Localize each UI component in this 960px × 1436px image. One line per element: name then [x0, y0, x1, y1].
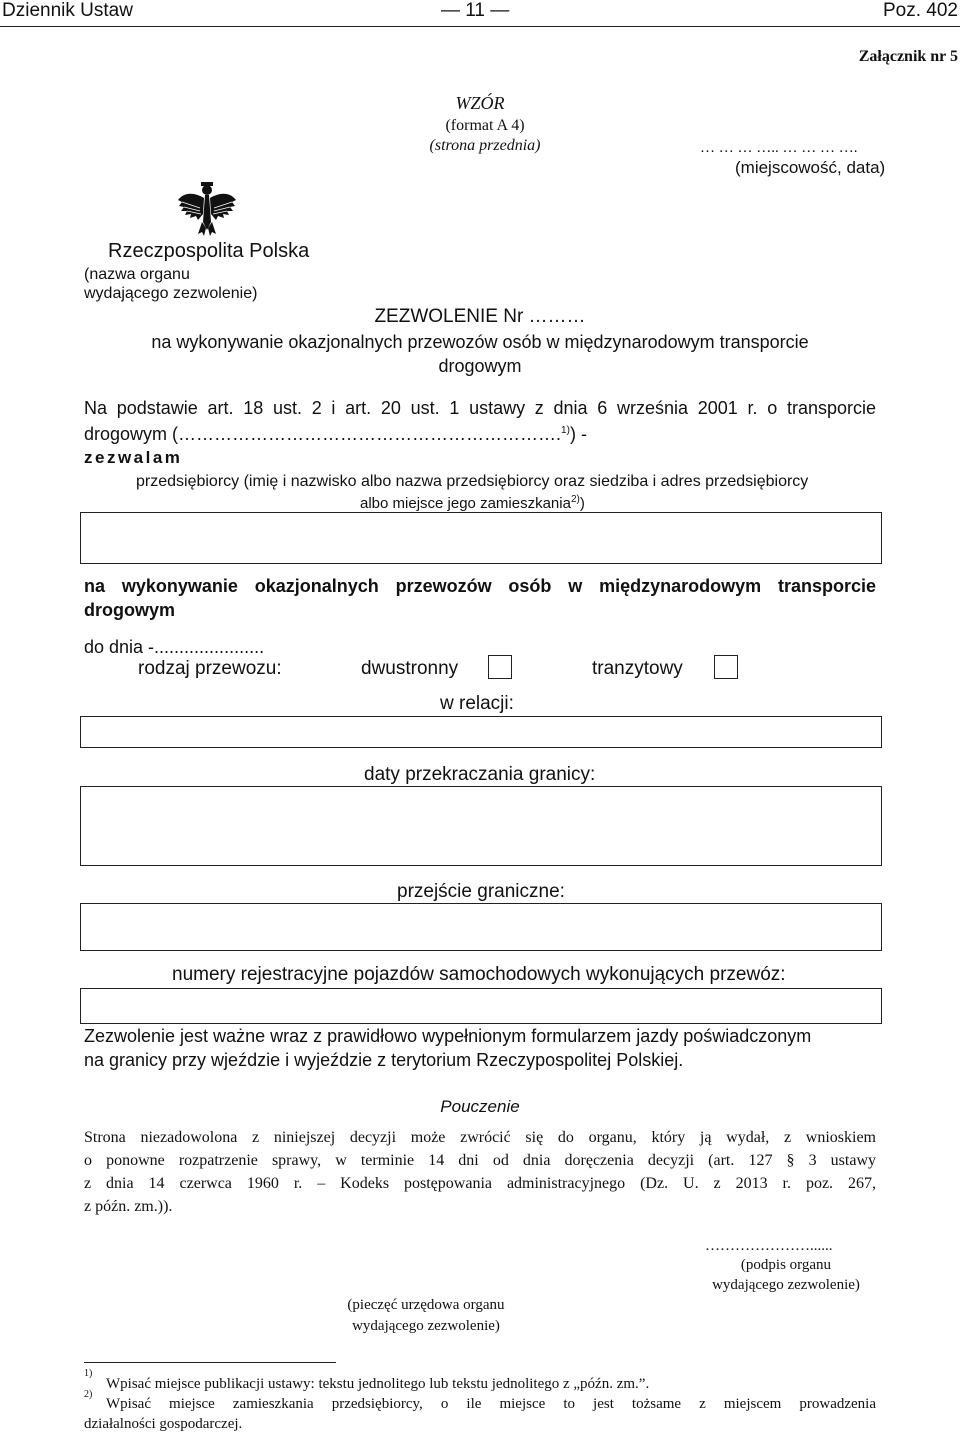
carrier-label-2-end: ): [579, 495, 585, 512]
page-number: — 11 —: [441, 0, 510, 21]
footnote-ref-1: 1): [561, 425, 570, 436]
crossing-dates-field[interactable]: [80, 786, 882, 866]
issuer-name: Rzeczpospolita Polska: [108, 240, 310, 262]
legal-basis-suffix: ) -: [569, 424, 587, 444]
footnote-1-number: 1): [84, 1368, 93, 1379]
instruction-title: Pouczenie: [440, 1097, 520, 1116]
instruction-line-1: Strona niezadowolona z niniejszej decyzji może zwrócić się do organu, który ją wydał, z wnioskiem: [84, 1129, 876, 1146]
legal-basis-line-1: Na podstawie art. 18 ust. 2 i art. 20 ust. 1 ustawy z dnia 6 września 2001 r. o transporcie: [84, 398, 876, 418]
signature-label-1: (podpis organu: [740, 1257, 832, 1273]
model-title: WZÓR: [455, 93, 505, 113]
footnote-ref-2: 2): [570, 494, 580, 505]
carrier-field[interactable]: [80, 512, 882, 564]
carrier-label-2-text: albo miejsce jego zamieszkania: [360, 495, 571, 512]
option-bilateral-checkbox[interactable]: [488, 655, 512, 679]
footnote-2-number: 2): [84, 1389, 93, 1400]
border-crossing-field[interactable]: [80, 903, 882, 951]
model-side: (strona przednia): [429, 137, 541, 154]
transport-type-label: rodzaj przewozu:: [138, 658, 282, 679]
permit-title: ZEZWOLENIE Nr ………: [374, 306, 586, 327]
footnote-2-text-line-2: działalności gospodarczej.: [84, 1416, 243, 1432]
option-bilateral-label: dwustronny: [361, 658, 459, 679]
vehicles-field[interactable]: [80, 988, 882, 1024]
instruction-line-2: o ponowne rozpatrzenie sprawy, w terminie 14 dni od dnia doręczenia decyzji (art. 127 § 3 ustawy: [84, 1152, 876, 1169]
stamp-label-2: wydającego zezwolenie): [352, 1318, 500, 1334]
option-transit-checkbox[interactable]: [714, 655, 738, 679]
permit-subtitle-2: drogowym: [438, 356, 522, 376]
relation-label: w relacji:: [440, 693, 514, 714]
issuer-label-2: wydającego zezwolenie): [84, 285, 258, 302]
footnote-1-text: Wpisać miejsce publikacji ustawy: tekstu jednolitego lub tekstu jednolitego z „późn. zm.”.: [106, 1376, 650, 1392]
scope-line-1: na wykonywanie okazjonalnych przewozów osób w międzynarodowym transporcie: [84, 576, 876, 596]
scope-line-2: drogowym: [84, 600, 176, 620]
eagle-emblem-icon: [176, 178, 238, 240]
instruction-line-4: z późn. zm.)).: [84, 1198, 173, 1215]
valid-until: do dnia -......................: [84, 637, 265, 657]
crossing-dates-label: daty przekraczania granicy:: [364, 764, 596, 785]
annex-label: Załącznik nr 5: [858, 48, 958, 65]
carrier-label-2: [360, 494, 585, 512]
instruction-line-3: z dnia 14 czerwca 1960 r. – Kodeks postępowania administracyjnego (Dz. U. z 2013 r. poz. 267,: [84, 1175, 876, 1192]
relation-field[interactable]: [80, 716, 882, 748]
footnote-rule: [84, 1362, 336, 1363]
validity-line-1: Zezwolenie jest ważne wraz z prawidłowo wypełnionym formularzem jazdy poświadczonym: [84, 1026, 812, 1046]
journal-title: Dziennik Ustaw: [2, 0, 133, 21]
validity-line-2: na granicy przy wjeździe i wyjeździe z terytorium Rzeczypospolitej Polskiej.: [84, 1050, 684, 1070]
option-transit-label: tranzytowy: [592, 658, 683, 679]
signature-dots: …………………......: [705, 1238, 833, 1254]
decision-word: zezwalam: [84, 448, 183, 467]
position-number: Poz. 402: [883, 0, 958, 21]
stamp-label-1: (pieczęć urzędowa organu: [347, 1297, 505, 1313]
vehicles-label: numery rejestracyjne pojazdów samochodowych wykonujących przewóz:: [172, 964, 786, 985]
legal-basis-line-2: [84, 424, 587, 445]
legal-basis-prefix: drogowym (: [84, 424, 179, 444]
place-date-dots: … … … ….. … … … ….: [700, 140, 858, 156]
issuer-label-1: (nazwa organu: [84, 266, 190, 283]
footnote-2-text-line-1: Wpisać miejsce zamieszkania przedsiębiorcy, o ile miejsce to jest tożsame z miejscem prowadzenia: [106, 1396, 876, 1412]
place-date-label: (miejscowość, data): [735, 158, 886, 177]
carrier-label-1: przedsiębiorcy (imię i nazwisko albo nazwa przedsiębiorcy oraz siedziba i adres przedsiębiorcy: [136, 473, 809, 490]
model-format: (format A 4): [445, 117, 525, 134]
border-crossing-label: przejście graniczne:: [397, 881, 565, 902]
signature-label-2: wydającego zezwolenie): [712, 1277, 860, 1293]
header-rule: [0, 26, 960, 27]
legal-basis-dots: ……………………………………………………….: [178, 424, 562, 444]
permit-subtitle-1: na wykonywanie okazjonalnych przewozów osób w międzynarodowym transporcie: [151, 332, 809, 352]
